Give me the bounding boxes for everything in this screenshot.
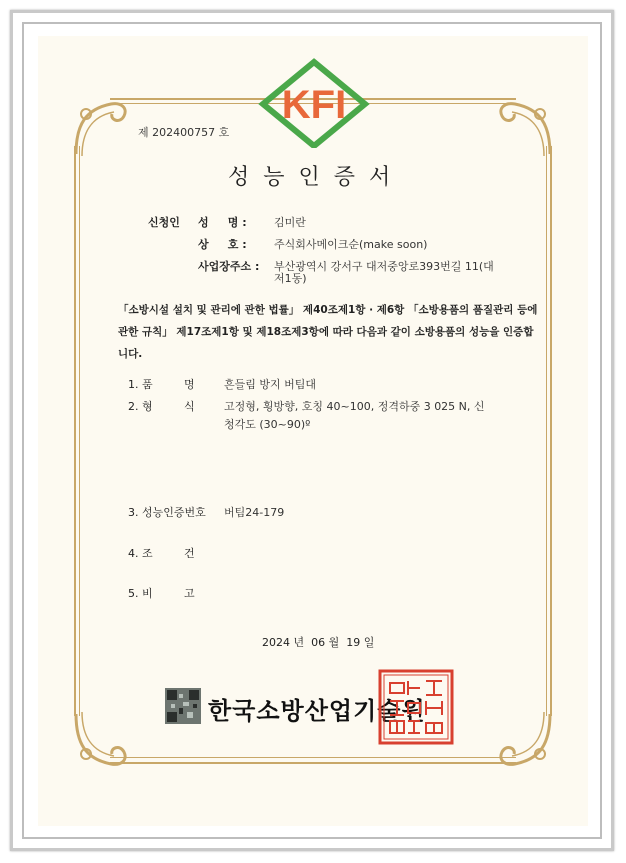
condition-label-end: 건 [184,547,195,560]
product-value: 흔들림 방지 버팀대 [224,378,317,391]
official-seal-icon [378,669,454,745]
gold-border-right [550,146,552,716]
gold-border-left [74,146,76,716]
remark-label-num: 5. 비 [128,587,153,600]
ornament-bottom-right-icon [490,704,560,774]
type-value-line2: 청각도 (30~90)º [224,418,311,431]
company-label: 상 호 : [198,238,247,251]
company-value: 주식회사메이크순(make soon) [274,238,428,251]
certificate-number: 제 202400757 호 [138,126,230,139]
certificate-body [118,299,538,365]
kfi-logo-text: KFI [281,83,347,127]
body-line-2: 관한 규칙」 제17조제1항 및 제18조제3항에 따라 다음과 같이 소방용품의 성능을 인증합 [118,326,534,338]
condition-label-num: 4. 조 [128,547,153,560]
gold-border-bottom [110,762,516,764]
type-value-line1: 고정형, 횡방향, 호칭 40~100, 정격하중 3 025 N, 신 [224,400,485,413]
address-line2: 저1동) [274,272,307,285]
ornament-top-right-icon [490,94,560,164]
product-label-end: 명 [184,378,195,391]
cert-no-value: 버팀24-179 [224,506,285,519]
body-line-3: 니다. [118,348,143,360]
remark-label-end: 고 [184,587,195,600]
certificate-title: 성능인증서 [228,165,405,190]
address-label: 사업장주소 : [198,260,260,273]
address-line1: 부산광역시 강서구 대저중앙로393번길 11(대 [274,260,494,273]
issue-date: 2024 년 06 월 19 일 [262,636,375,649]
ornament-bottom-left-icon [66,704,136,774]
gold-border-right-inner [546,146,547,716]
product-label-num: 1. 품 [128,378,153,391]
issuer-name: 한국소방산업기술원 [208,696,426,725]
cert-no-label: 3. 성능인증번호 [128,506,206,519]
qr-code-icon [165,688,201,724]
kfi-logo [255,58,373,148]
gold-border-bottom-inner [110,757,516,758]
type-label-num: 2. 형 [128,400,153,413]
name-value: 김미란 [274,216,306,229]
gold-border-left-inner [79,146,80,716]
applicant-section-label: 신청인 [148,216,180,229]
name-label: 성 명 : [198,216,247,229]
body-line-1: 「소방시설 설치 및 관리에 관한 법률」 제40조제1항 · 제6항 「소방용품의 품질관리 등에 [118,304,538,316]
type-label-end: 식 [184,400,195,413]
ornament-top-left-icon [66,94,136,164]
